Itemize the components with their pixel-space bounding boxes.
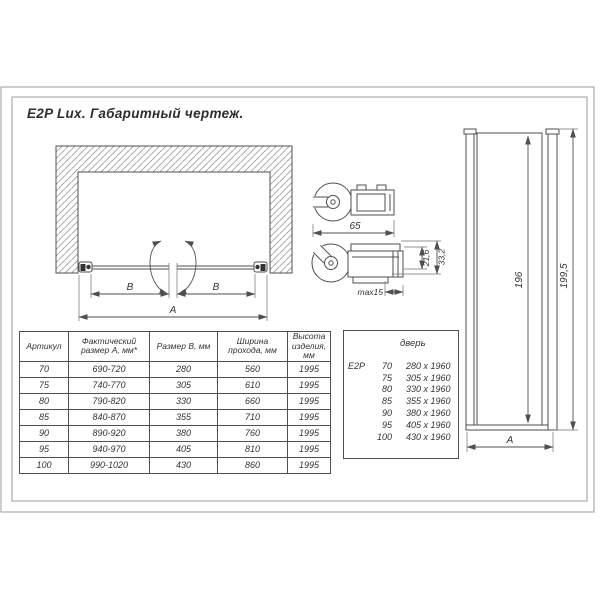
cell: 990-1020 — [69, 457, 150, 473]
cell: 90 — [20, 425, 69, 441]
dimension-21-6 — [404, 247, 431, 269]
cell: 740-770 — [69, 377, 150, 393]
dimension-b-right — [177, 263, 255, 298]
dim-label-a-elevation: A — [506, 435, 514, 446]
dim-label-33-2: 33,2 — [436, 248, 447, 266]
cell: 1995 — [288, 457, 331, 473]
dim-label-a-plan: A — [169, 305, 177, 316]
list-item — [348, 395, 456, 407]
door-table-header: дверь — [400, 338, 426, 349]
article: 70 — [381, 360, 392, 371]
article: 85 — [381, 396, 392, 407]
cell: 70 — [20, 361, 69, 377]
dim-label-max15: max15 — [357, 287, 383, 297]
hinge-left — [79, 262, 92, 272]
size-table — [19, 331, 331, 474]
table-row — [20, 425, 331, 441]
swing-arc-right — [178, 241, 196, 294]
cell: 100 — [20, 457, 69, 473]
article: 75 — [381, 372, 392, 383]
section-profile-bottom — [311, 241, 446, 297]
dim-label-b-left: B — [126, 282, 134, 293]
swing-arc-left — [150, 241, 168, 294]
cell: 330 — [150, 393, 218, 409]
col-header-pass-width: Ширина прохода, мм — [218, 332, 288, 362]
cell: 840-870 — [69, 409, 150, 425]
table-row — [20, 377, 331, 393]
cell: 305 — [150, 377, 218, 393]
col-header-product-height: Высота изделия, мм — [288, 332, 331, 362]
door-size: 380 x 1960 — [406, 408, 451, 419]
list-item — [348, 372, 456, 384]
table-row — [20, 409, 331, 425]
bottom-rail — [466, 425, 552, 430]
cell: 860 — [218, 457, 288, 473]
cell: 760 — [218, 425, 288, 441]
cell: 355 — [150, 409, 218, 425]
list-item — [348, 431, 456, 443]
door-size-table — [343, 330, 459, 459]
cell: 1995 — [288, 377, 331, 393]
cell: 75 — [20, 377, 69, 393]
dim-label-199-5: 199,5 — [559, 263, 570, 289]
wall-profile-left — [466, 134, 474, 426]
cell: 660 — [218, 393, 288, 409]
cell: 380 — [150, 425, 218, 441]
cell: 1995 — [288, 361, 331, 377]
door-size: 430 x 1960 — [406, 431, 451, 442]
dimension-199-5 — [554, 129, 578, 430]
dim-label-65: 65 — [349, 221, 361, 232]
dim-label-196: 196 — [514, 271, 525, 289]
article: 90 — [381, 408, 392, 419]
door-table-rows — [348, 360, 456, 443]
door-size: 330 x 1960 — [406, 384, 451, 395]
drawing-title: E2P Lux. Габаритный чертеж. — [27, 106, 244, 121]
dimension-a-plan — [79, 275, 267, 321]
door-size: 355 x 1960 — [406, 396, 451, 407]
cell: 1995 — [288, 393, 331, 409]
cell: 280 — [150, 361, 218, 377]
cell: 80 — [20, 393, 69, 409]
door-left — [92, 266, 169, 269]
cell: 1995 — [288, 409, 331, 425]
table-row — [20, 361, 331, 377]
cell: 710 — [218, 409, 288, 425]
col-header-size-b: Размер В, мм — [150, 332, 218, 362]
hinge-right — [254, 262, 267, 272]
cell: 810 — [218, 441, 288, 457]
cell: 1995 — [288, 441, 331, 457]
size-table-header-row — [20, 332, 331, 362]
section-profile-top — [311, 183, 394, 237]
dim-label-b-right: B — [212, 282, 220, 293]
col-header-article: Артикул — [20, 332, 69, 362]
list-item — [348, 384, 456, 396]
door-size: 405 x 1960 — [406, 419, 451, 430]
dimension-b-left — [91, 263, 169, 298]
dimension-a-elevation — [467, 432, 553, 452]
profile-arm — [348, 251, 403, 277]
cell: 560 — [218, 361, 288, 377]
cell: 85 — [20, 409, 69, 425]
cell: 405 — [150, 441, 218, 457]
plan-view — [56, 146, 292, 321]
dimension-65 — [313, 220, 394, 237]
list-item — [348, 360, 456, 372]
table-row — [20, 393, 331, 409]
cell: 430 — [150, 457, 218, 473]
door-size: 280 x 1960 — [406, 360, 451, 371]
dim-label-21-6: 21,6 — [421, 249, 431, 267]
cell: 790-820 — [69, 393, 150, 409]
article: 80 — [381, 384, 392, 395]
glass-panel — [477, 133, 542, 426]
wall-profile-right — [548, 134, 557, 430]
table-row — [20, 441, 331, 457]
cell: 610 — [218, 377, 288, 393]
table-row — [20, 457, 331, 473]
cell: 1995 — [288, 425, 331, 441]
elevation-view — [464, 129, 578, 452]
brand-label: E2P — [348, 360, 366, 371]
list-item — [348, 419, 456, 431]
list-item — [348, 407, 456, 419]
cell: 890-920 — [69, 425, 150, 441]
article: 95 — [381, 419, 392, 430]
article: 100 — [376, 431, 392, 442]
cell: 95 — [20, 441, 69, 457]
door-size: 305 x 1960 — [406, 372, 451, 383]
wall-hatch — [56, 146, 292, 273]
cell: 940-970 — [69, 441, 150, 457]
cell: 690-720 — [69, 361, 150, 377]
door-right — [177, 266, 254, 269]
col-header-actual-size-a: Фактический размер А, мм* — [69, 332, 150, 362]
